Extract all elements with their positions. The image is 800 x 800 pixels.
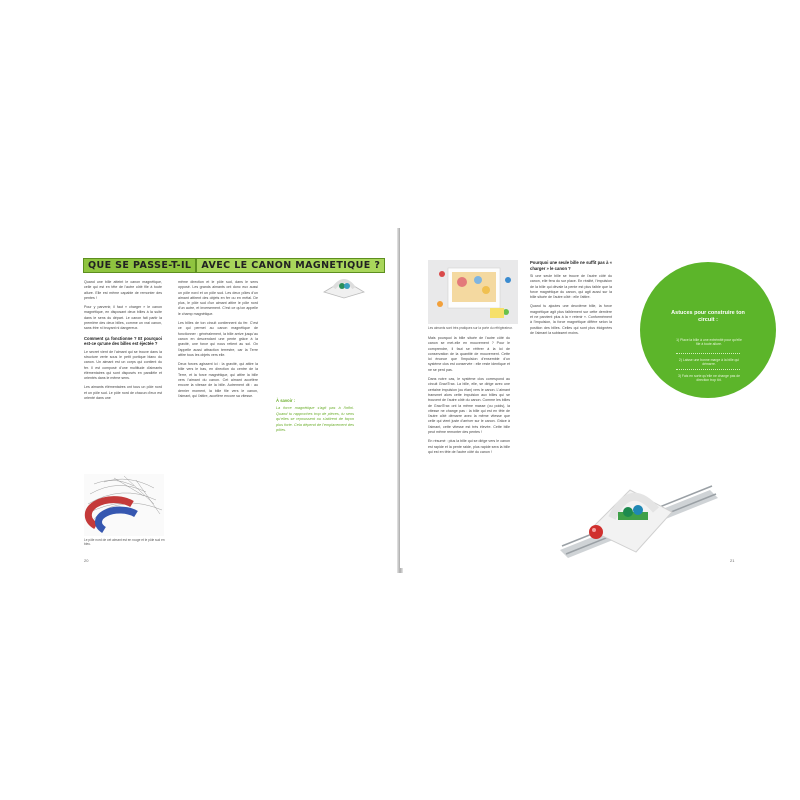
paragraph: Mais pourquoi la bille située de l'autre côté du canon se met-elle en mouvement ? Pour le comprendre, il faut se référer à la loi de conservation de la quantité de mouvement. Cette loi énonce que l'impulsion d'ensemble d'un système clos est conservée : elle reste identique et ne se perd pas. (428, 336, 510, 372)
paragraph: même direction et le pôle sud, dans le sens opposé. Les grands aimants ont donc eux aussi un pôle nord et un pôle sud. Les deux pôles d'un aimant attirent des objets en fer ou en métal. De plus, le pôle sud d'un aimant attire le pôle nord d'un autre, et inversement. C'est ce qu'on appelle le champ magnétique. (178, 280, 258, 316)
tip-item: 3) Fais en sorte qu'elle ne change pas de direction trop tôt. (677, 374, 741, 383)
subheading: Comment ça fonctionne ? Et pourquoi est-ce qu'une des billes est éjectée ? (84, 335, 162, 347)
right-column-1 (428, 336, 510, 459)
tip-divider (676, 353, 740, 354)
tip-item: 2) Laisse une bonne marge à la bille qui démarre. (678, 358, 740, 367)
page-number-right: 21 (730, 558, 735, 563)
sidebar-heading: À savoir : (276, 398, 296, 403)
gravitrax-canon-image (560, 460, 720, 560)
left-column-2 (178, 280, 258, 403)
paragraph: Si une seule bille se trouve de l'autre côté du canon, elle fera du sur place. En réalité, l'impulsion de la bille qui dévale la pente est plus faible que la force magnétique du canon, qui agit aussi sur la bille située de l'autre côté : elle l'attire. (530, 274, 612, 300)
paragraph: Deux forces agissent ici : la gravité, qui attire la bille vers le bas, en direction du centre de la Terre, et la force magnétique, qui attire la bille vers l'aimant du canon. Cet aimant accélère encore la vitesse de la bille. Autrement dit : au dernier moment, la bille file vers le canon, l'aimant, qui l'attire, accélère encore sa vitesse. (178, 362, 258, 398)
paragraph: Pour y parvenir, il faut « charger » le canon magnétique, en disposant deux billes à la suite dans le sens du départ. Le canon fait partir la première des deux billes, comme un vrai canon, sans être ni bruyant ni dangereux. (84, 305, 162, 331)
title-part-1: QUE SE PASSE-T-IL (83, 258, 196, 273)
paragraph: En résumé : plus la bille qui se dirige vers le canon est rapide et la pente raide, plus rapide sera la bille qui est en tête de l'autre côté du canon ! (428, 439, 510, 454)
horseshoe-magnet-image (84, 474, 164, 536)
sidebar-text: La force magnétique s'agit pas à l'infini. Quand tu rapproches trop de pièces, tu sens qu'elles se repoussent ou s'attirent de façon plus forte. Cela dépend de l'emplacement des pôles. (276, 406, 354, 432)
paragraph: Les aimants élémentaires ont tous un pôle nord et un pôle sud. Le pôle nord de chacun d'eux est orienté dans une (84, 385, 162, 401)
subheading: Pourquoi une seule bille ne suffit pas à « charger » le canon ? (530, 260, 612, 271)
paragraph: Le secret vient de l'aimant qui se trouve dans la structure verte sous le petit portique blanc du canon. Un aimant est un corps qui contient du fer. Il est composé d'une multitude d'aimants élémentaires qui sont disposés en parallèle et orientés dans le même sens. (84, 349, 162, 381)
did-you-know-sidebar (276, 398, 354, 433)
paragraph: Dans notre cas, le système clos correspond au circuit GraviTrax. La bille, elle, se dirige avec une certaine impulsion (ou élan) vers le canon. L'aimant transmet alors cette impulsion aux billes qui se trouvent de l'autre côté du canon. Comme les billes de GraviTrax ont la même masse (ou poids), la vitesse ne change pas : la bille qui est en tête de l'autre côté démarre avec la même vitesse que celle qui vient juste d'arriver sur le canon. Grâce à l'aimant, cette vitesse est très élevée. Cette bille peut même remonter des pentes ! (428, 377, 510, 435)
tips-title: Astuces pour construire ton circuit : (671, 310, 745, 323)
fridge-caption: Les aimants sont très pratiques sur la porte du réfrigérateur. (428, 326, 513, 330)
tips-circle (640, 262, 776, 398)
fridge-photo (428, 260, 518, 324)
paragraph: Les billes de ton circuit contiennent du fer. C'est ce qui permet au canon magnétique de fonctionner : généralement, la bille arrive jusqu'au canon en descendant une pente grâce à la gravité, une force qui nous retient au sol. On l'appelle aussi attraction terrestre, car la Terre attire tous les objets vers elle. (178, 321, 258, 357)
magnet-caption: Le pôle nord de cet aimant est en rouge et le pôle sud en bleu. (84, 538, 165, 547)
paragraph: Quand tu ajoutes une deuxième bille, la force magnétique agit plus faiblement sur cette dernière et ne parvient plus à la « retenir ». Conformément à l'impulsion, la force magnétique diffère selon la position des billes. Celles qui sont plus éloignées de l'aimant la subissent moins. (530, 304, 612, 335)
right-column-2 (530, 260, 612, 340)
tip-divider (676, 369, 740, 370)
paragraph: Quand une bille atteint le canon magnétique, celle qui est en tête de l'autre côté file à toute allure. Elle est même capable de remonter des pentes ! (84, 280, 162, 300)
canon-magnetique-icon (320, 270, 368, 300)
left-page (40, 228, 400, 568)
title-part-2: AVEC LE CANON MAGNETIQUE ? (196, 258, 385, 273)
tip-item: 1) Place la bille à une extrémité pour qu'elle file à toute allure. (676, 338, 742, 347)
left-column-1 (84, 280, 162, 405)
page-number-left: 20 (84, 558, 89, 563)
